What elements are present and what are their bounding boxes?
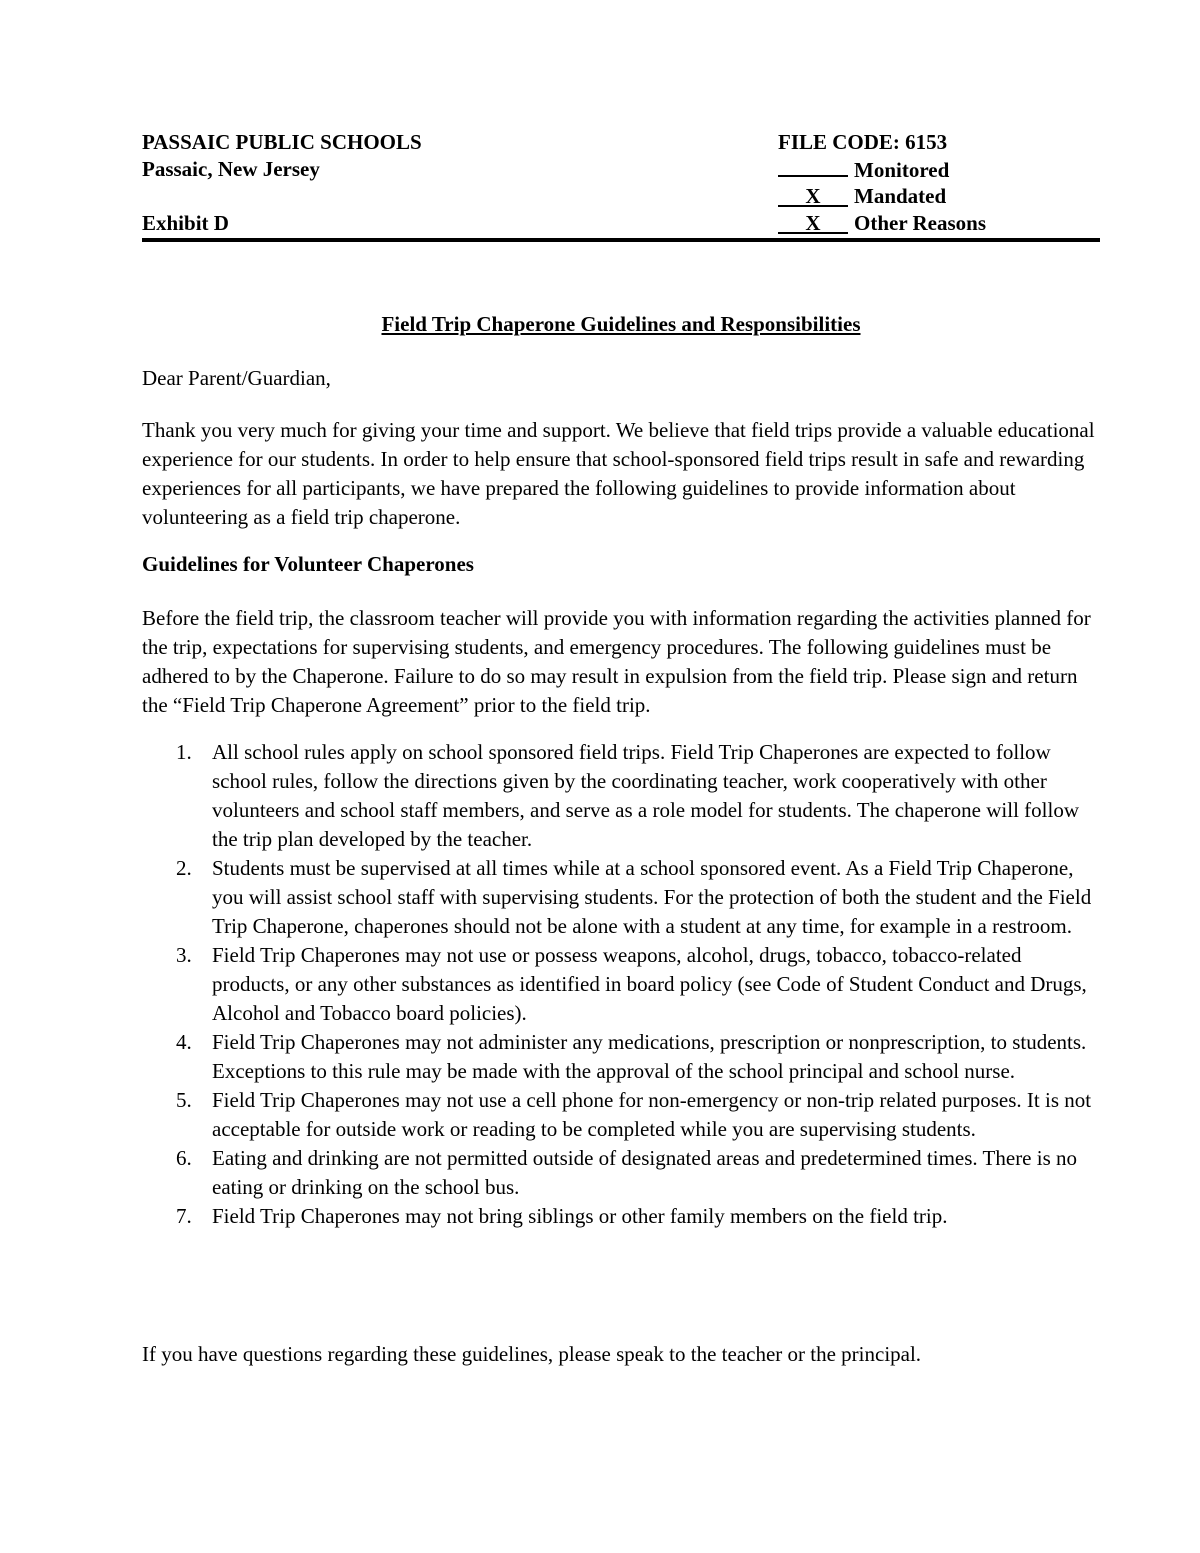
section-heading: Guidelines for Volunteer Chaperones: [142, 552, 474, 576]
list-item-number: 6.: [176, 1146, 192, 1170]
list-item: [142, 1028, 1100, 1086]
list-item-number: 3.: [176, 943, 192, 967]
file-code: FILE CODE: 6153: [778, 130, 948, 154]
checkbox-label: Mandated: [854, 184, 947, 208]
document-page: [142, 128, 1100, 1366]
list-item-text: Field Trip Chaperones may not use or possess weapons, alcohol, drugs, tobacco, tobacco-related products, or any other substances as identified in board policy (see Code of Student Conduct and Drugs, Alcohol and Tobacco board policies).: [212, 943, 1087, 1025]
salutation: Dear Parent/Guardian,: [142, 366, 331, 390]
checkbox-other-reasons: [778, 209, 986, 236]
checkbox-label: Other Reasons: [854, 211, 987, 235]
exhibit-label: Exhibit D: [142, 211, 229, 235]
header-spacer: [142, 182, 422, 209]
list-item: [142, 1202, 1100, 1231]
list-item: [142, 941, 1100, 1028]
location: Passaic, New Jersey: [142, 157, 320, 181]
list-item-number: 2.: [176, 856, 192, 880]
org-name: PASSAIC PUBLIC SCHOOLS: [142, 130, 422, 154]
header-divider: [142, 238, 1100, 242]
document-title: Field Trip Chaperone Guidelines and Responsibilities: [381, 312, 861, 336]
checkbox-mandated: [778, 182, 986, 209]
checkbox-label: Monitored: [854, 158, 950, 182]
list-item: [142, 1086, 1100, 1144]
header-right: [778, 128, 986, 236]
list-item-text: Field Trip Chaperones may not use a cell phone for non-emergency or non-trip related purposes. It is not acceptable for outside work or reading to be completed while you are supervising students.: [212, 1088, 1092, 1141]
list-item-number: 1.: [176, 740, 192, 764]
list-item-number: 4.: [176, 1030, 192, 1054]
list-item: [142, 738, 1100, 854]
list-item-text: Field Trip Chaperones may not administer any medications, prescription or nonprescription, to students. Exceptions to this rule may be made with the approval of the school principal and school nurse.: [212, 1030, 1087, 1083]
list-item-text: Field Trip Chaperones may not bring siblings or other family members on the field trip.: [212, 1204, 948, 1228]
list-item-text: Students must be supervised at all times while at a school sponsored event. As a Field Trip Chaperone, you will assist school staff with supervising students. For the protection of both the student and the Field Trip Chaperone, chaperones should not be alone with a student at any time, for example in a restroom.: [212, 856, 1092, 938]
list-item: [142, 1144, 1100, 1202]
closing-line: If you have questions regarding these guidelines, please speak to the teacher or the principal.: [142, 1342, 922, 1366]
list-item: [142, 854, 1100, 941]
list-item-text: All school rules apply on school sponsored field trips. Field Trip Chaperones are expected to follow school rules, follow the directions given by the coordinating teacher, work cooperatively with other volunteers and school staff members, and serve as a role model for students. The chaperone will follow the trip plan developed by the teacher.: [212, 740, 1079, 851]
checkbox-mark: X: [778, 185, 848, 207]
rules-list: [142, 738, 1100, 1231]
list-item-number: 7.: [176, 1204, 192, 1228]
intro-paragraph: Thank you very much for giving your time and support. We believe that field trips provide a valuable educational experience for our students. In order to help ensure that school-sponsored field trips result in safe and rewarding experiences for all participants, we have prepared the following guidelines to provide information about volunteering as a field trip chaperone.: [142, 418, 1095, 529]
list-item-text: Eating and drinking are not permitted outside of designated areas and predetermined times. There is no eating or drinking on the school bus.: [212, 1146, 1078, 1199]
header-left: [142, 128, 422, 236]
checkbox-mark: [778, 155, 848, 177]
list-item-number: 5.: [176, 1088, 192, 1112]
document-header: [142, 128, 1100, 240]
section-intro-paragraph: Before the field trip, the classroom teacher will provide you with information regarding the activities planned for the trip, expectations for supervising students, and emergency procedures. The following guidelines must be adhered to by the Chaperone. Failure to do so may result in expulsion from the field trip. Please sign and return the “Field Trip Chaperone Agreement” prior to the field trip.: [142, 606, 1091, 717]
checkbox-monitored: [778, 155, 986, 182]
checkbox-mark: X: [778, 212, 848, 234]
